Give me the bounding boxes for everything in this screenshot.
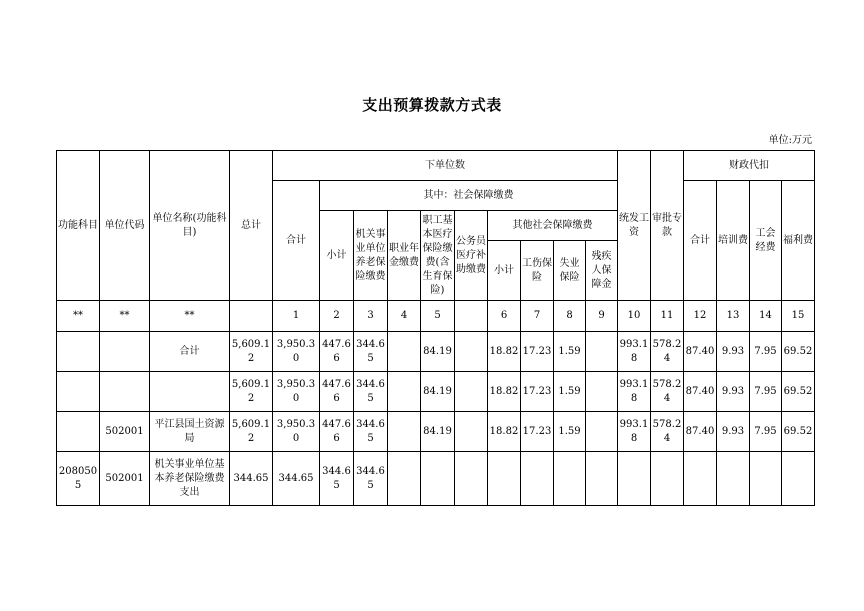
- cell-value: 993.18: [618, 372, 651, 412]
- index-cell: 8: [554, 301, 586, 332]
- header-training: 培训费: [717, 181, 750, 301]
- header-pension: 机关事业单位养老保险缴费: [354, 211, 388, 301]
- index-cell: 15: [782, 301, 815, 332]
- index-cell: 4: [388, 301, 421, 332]
- index-cell: [455, 301, 488, 332]
- cell-unit-code: 502001: [100, 452, 150, 506]
- cell-value: 84.19: [421, 372, 455, 412]
- cell-value: [750, 452, 782, 506]
- cell-value: 578.24: [651, 372, 684, 412]
- cell-value: [455, 412, 488, 452]
- cell-value: 17.23: [521, 332, 554, 372]
- index-cell: **: [57, 301, 100, 332]
- cell-value: 344.65: [354, 332, 388, 372]
- cell-value: 1.59: [554, 372, 586, 412]
- cell-value: [586, 332, 618, 372]
- cell-value: 69.52: [782, 372, 815, 412]
- cell-value: [684, 452, 717, 506]
- cell-value: 344.65: [354, 412, 388, 452]
- header-fin-heji: 合计: [684, 181, 717, 301]
- index-cell: 11: [651, 301, 684, 332]
- header-unit-name: 单位名称(功能科目): [150, 151, 230, 301]
- cell-value: 87.40: [684, 332, 717, 372]
- cell-value: 18.82: [488, 332, 521, 372]
- header-other-xiaoji: 小计: [488, 241, 521, 301]
- cell-value: 5,609.12: [230, 372, 273, 412]
- cell-unit-name: 合计: [150, 332, 230, 372]
- header-heji: 合计: [273, 181, 320, 301]
- cell-value: 5,609.12: [230, 332, 273, 372]
- cell-value: 1.59: [554, 332, 586, 372]
- cell-value: 3,950.30: [273, 332, 320, 372]
- cell-value: 3,950.30: [273, 372, 320, 412]
- index-cell: 9: [586, 301, 618, 332]
- header-total: 总计: [230, 151, 273, 301]
- cell-value: 69.52: [782, 332, 815, 372]
- cell-value: [421, 452, 455, 506]
- cell-value: [554, 452, 586, 506]
- index-row: [57, 301, 815, 332]
- index-cell: 14: [750, 301, 782, 332]
- page-title: 支出预算拨款方式表: [362, 96, 502, 114]
- cell-value: 578.24: [651, 332, 684, 372]
- header-unified-wage: 统发工资: [618, 151, 651, 301]
- cell-value: 993.18: [618, 412, 651, 452]
- cell-value: 84.19: [421, 412, 455, 452]
- cell-value: 18.82: [488, 412, 521, 452]
- cell-value: 447.66: [320, 412, 354, 452]
- cell-value: [521, 452, 554, 506]
- cell-value: [586, 412, 618, 452]
- index-cell: 7: [521, 301, 554, 332]
- cell-value: [455, 332, 488, 372]
- header-annuity: 职业年金缴费: [388, 211, 421, 301]
- cell-value: [586, 372, 618, 412]
- header-xiaoji: 小计: [320, 211, 354, 301]
- header-union: 工会经费: [750, 181, 782, 301]
- index-cell: 13: [717, 301, 750, 332]
- cell-value: 9.93: [717, 412, 750, 452]
- cell-unit-code: 502001: [100, 412, 150, 452]
- cell-value: 87.40: [684, 372, 717, 412]
- cell-value: [651, 452, 684, 506]
- cell-func-subject: 2080505: [57, 452, 100, 506]
- cell-value: 447.66: [320, 372, 354, 412]
- header-approved: 审批专款: [651, 151, 684, 301]
- cell-value: 344.65: [320, 452, 354, 506]
- cell-value: 17.23: [521, 412, 554, 452]
- cell-value: [455, 372, 488, 412]
- cell-value: 18.82: [488, 372, 521, 412]
- budget-table: [56, 150, 815, 506]
- cell-unit-code: [100, 332, 150, 372]
- cell-value: 344.65: [354, 372, 388, 412]
- table-row: [57, 452, 815, 506]
- cell-value: 344.65: [354, 452, 388, 506]
- cell-unit-name: 机关事业单位基本养老保险缴费支出: [150, 452, 230, 506]
- cell-value: 447.66: [320, 332, 354, 372]
- table-row: [57, 332, 815, 372]
- cell-value: 69.52: [782, 412, 815, 452]
- header-welfare: 福利费: [782, 181, 815, 301]
- cell-value: [717, 452, 750, 506]
- header-finance-deduct: 财政代扣: [684, 151, 815, 181]
- cell-func-subject: [57, 332, 100, 372]
- index-cell: 12: [684, 301, 717, 332]
- cell-value: [782, 452, 815, 506]
- cell-value: [388, 372, 421, 412]
- table-row: [57, 372, 815, 412]
- index-cell: 3: [354, 301, 388, 332]
- table-row: [57, 412, 815, 452]
- cell-value: 3,950.30: [273, 412, 320, 452]
- index-cell: 5: [421, 301, 455, 332]
- index-cell: 2: [320, 301, 354, 332]
- header-unemployment: 失业保险: [554, 241, 586, 301]
- header-among: 其中：社会保障缴费: [320, 181, 618, 211]
- cell-value: [618, 452, 651, 506]
- cell-value: 84.19: [421, 332, 455, 372]
- header-injury: 工伤保险: [521, 241, 554, 301]
- header-civil-med: 公务员医疗补助缴费: [455, 211, 488, 301]
- cell-unit-name: 平江县国土资源局: [150, 412, 230, 452]
- cell-unit-code: [100, 372, 150, 412]
- index-cell: 10: [618, 301, 651, 332]
- header-medical: 职工基本医疗保险缴费(含生育保险): [421, 211, 455, 301]
- header-other-social: 其他社会保障缴费: [488, 211, 618, 241]
- cell-value: [388, 412, 421, 452]
- index-cell: 6: [488, 301, 521, 332]
- index-cell: 1: [273, 301, 320, 332]
- cell-value: 344.65: [273, 452, 320, 506]
- cell-value: 9.93: [717, 372, 750, 412]
- cell-value: 9.93: [717, 332, 750, 372]
- cell-unit-name: [150, 372, 230, 412]
- cell-func-subject: [57, 372, 100, 412]
- index-cell: **: [100, 301, 150, 332]
- header-func-subject: 功能科目: [57, 151, 100, 301]
- cell-value: [388, 332, 421, 372]
- cell-value: 1.59: [554, 412, 586, 452]
- cell-value: 578.24: [651, 412, 684, 452]
- cell-func-subject: [57, 412, 100, 452]
- cell-value: 7.95: [750, 372, 782, 412]
- header-unit-code: 单位代码: [100, 151, 150, 301]
- unit-label: 单位:万元: [768, 135, 812, 146]
- cell-value: [455, 452, 488, 506]
- header-lower-units: 下单位数: [273, 151, 618, 181]
- index-cell: [230, 301, 273, 332]
- cell-value: 5,609.12: [230, 412, 273, 452]
- cell-value: [388, 452, 421, 506]
- cell-value: [488, 452, 521, 506]
- cell-value: [586, 452, 618, 506]
- header-disabled: 残疾人保障金: [586, 241, 618, 301]
- cell-value: 7.95: [750, 412, 782, 452]
- cell-value: 344.65: [230, 452, 273, 506]
- cell-value: 87.40: [684, 412, 717, 452]
- cell-value: 17.23: [521, 372, 554, 412]
- cell-value: 7.95: [750, 332, 782, 372]
- cell-value: 993.18: [618, 332, 651, 372]
- index-cell: **: [150, 301, 230, 332]
